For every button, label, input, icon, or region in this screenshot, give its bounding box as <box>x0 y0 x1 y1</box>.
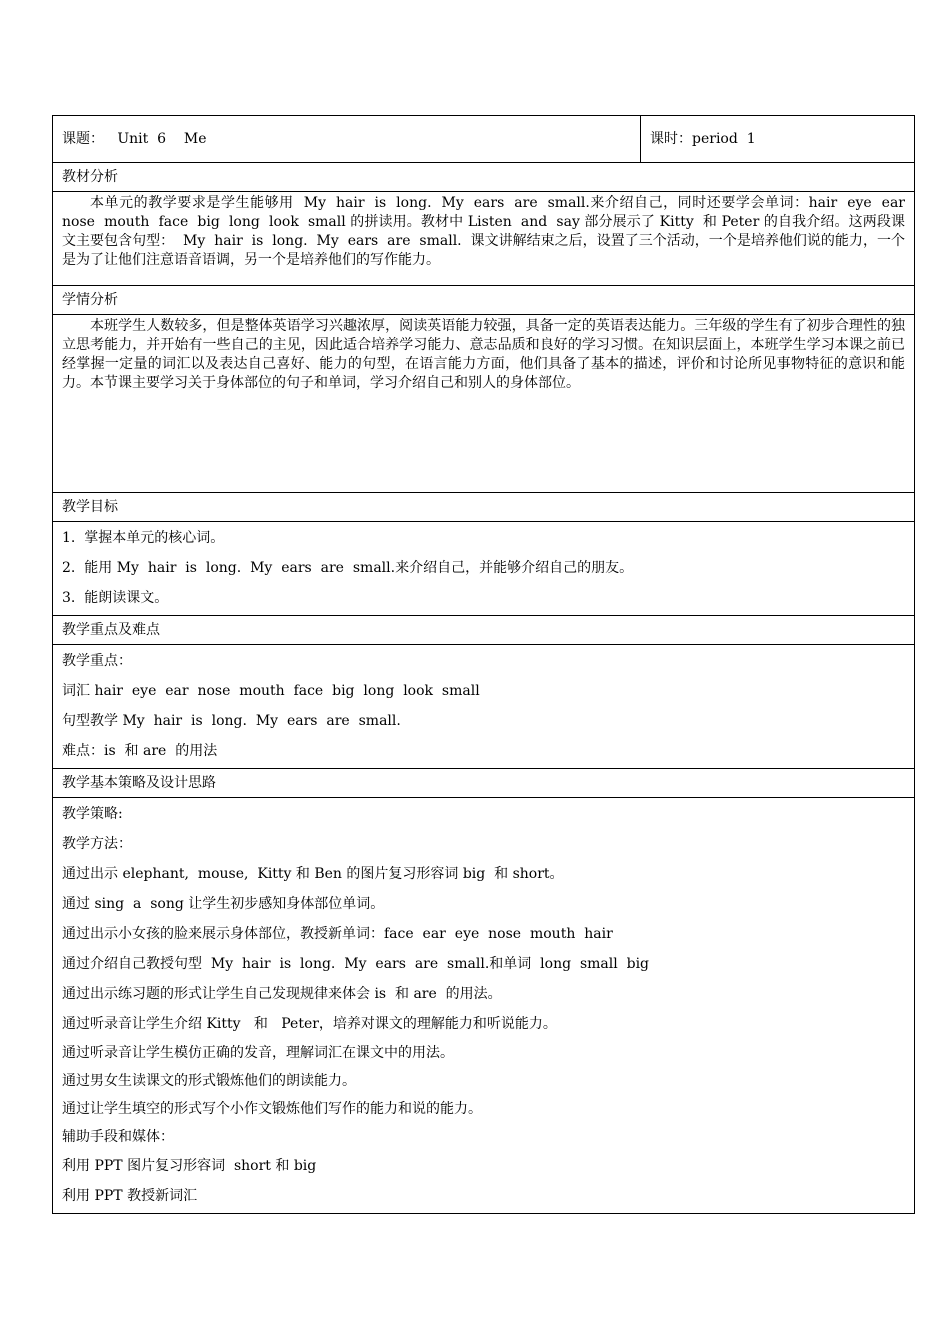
period-cell <box>641 116 915 163</box>
goals-title: 教学目标 <box>53 493 915 522</box>
keypoints-body-row <box>53 645 915 769</box>
material-title: 教材分析 <box>53 163 915 192</box>
lesson-plan-page <box>52 115 914 1214</box>
goal-item: 2. 能用 My hair is long. My ears are small.来介绍自己，并能够介绍自己的朋友。 <box>62 560 634 576</box>
material-body-cell <box>53 192 915 286</box>
topic-value: Unit 6 Me <box>117 131 207 147</box>
goals-body-row <box>53 522 915 616</box>
strategy-header-row <box>53 769 915 798</box>
strategy-item: 辅助手段和媒体： <box>62 1129 174 1145</box>
strategy-item: 通过听录音让学生介绍 Kitty 和 Peter，培养对课文的理解能力和听说能力。 <box>62 1016 557 1032</box>
keypoint-item: 句型教学 My hair is long. My ears are small. <box>62 713 401 729</box>
goals-body-cell <box>53 522 915 616</box>
period-label: 课时： <box>650 131 692 147</box>
period-value: period 1 <box>692 131 756 147</box>
strategy-item: 通过出示小女孩的脸来展示身体部位，教授新单词：face ear eye nose mouth hair <box>62 926 613 942</box>
keypoints-body-cell <box>53 645 915 769</box>
strategy-body-row <box>53 798 915 1214</box>
material-text: 本单元的教学要求是学生能够用 My hair is long. My ears are small.来介绍自己，同时还要学会单词：hair eye ear nose mouth face big long look small 的拼读用。教材中 Listen and say 部分展示了 Kitty 和 Peter 的自我介绍。这两段课文主要包含句型： My hair is long. My ears are small. 课文讲解结束之后，设置了三个活动，一个是培养他们说的能力，一个是为了让他们注意语音语调，另一个是培养他们的写作能力。 <box>62 195 914 268</box>
strategy-item: 通过出示 elephant, mouse, Kitty 和 Ben 的图片复习形容词 big 和 short。 <box>62 866 564 882</box>
material-header-row <box>53 163 915 192</box>
strategy-item: 通过让学生填空的形式写个小作文锻炼他们写作的能力和说的能力。 <box>62 1101 482 1117</box>
strategy-item: 通过介绍自己教授句型 My hair is long. My ears are small.和单词 long small big <box>62 956 650 972</box>
keypoints-header-row <box>53 616 915 645</box>
strategy-item: 教学方法： <box>62 836 132 852</box>
students-body-row <box>53 315 915 493</box>
strategy-body-cell <box>53 798 915 1214</box>
topic-label: 课题： <box>62 131 104 147</box>
keypoint-item: 教学重点： <box>62 653 132 669</box>
strategy-item: 利用 PPT 图片复习形容词 short 和 big <box>62 1158 317 1174</box>
goals-header-row <box>53 493 915 522</box>
strategy-item: 教学策略: <box>62 806 123 822</box>
students-header-row <box>53 286 915 315</box>
students-title: 学情分析 <box>53 286 915 315</box>
students-text: 本班学生人数较多，但是整体英语学习兴趣浓厚，阅读英语能力较强，具备一定的英语表达能力。三年级的学生有了初步合理性的独立思考能力，并开始有一些自己的主见，因此适合培养学习能力、意志品质和良好的学习习惯。在知识层面上，本班学生学习本课之前已经掌握一定量的词汇以及表达自己喜好、能力的句型，在语言能力方面，他们具备了基本的描述，评价和讨论所见事物特征的意识和能力。本节课主要学习关于身体部位的句子和单词，学习介绍自己和别人的身体部位。 <box>62 318 905 391</box>
strategy-item: 通过听录音让学生模仿正确的发音，理解词汇在课文中的用法。 <box>62 1045 454 1061</box>
header-row <box>53 116 915 163</box>
strategy-title: 教学基本策略及设计思路 <box>53 769 915 798</box>
strategy-item: 利用 PPT 教授新词汇 <box>62 1188 198 1204</box>
keypoint-item: 词汇 hair eye ear nose mouth face big long look small <box>62 683 480 699</box>
material-body-row <box>53 192 915 286</box>
goal-item: 1. 掌握本单元的核心词。 <box>62 530 225 546</box>
students-body-cell <box>53 315 915 493</box>
strategy-item: 通过男女生读课文的形式锻炼他们的朗读能力。 <box>62 1073 356 1089</box>
strategy-item: 通过 sing a song 让学生初步感知身体部位单词。 <box>62 896 385 912</box>
lesson-plan-table <box>52 115 915 1214</box>
strategy-item: 通过出示练习题的形式让学生自己发现规律来体会 is 和 are 的用法。 <box>62 986 502 1002</box>
topic-cell <box>53 116 641 163</box>
keypoints-title: 教学重点及难点 <box>53 616 915 645</box>
keypoint-item: 难点：is 和 are 的用法 <box>62 743 218 759</box>
goal-item: 3. 能朗读课文。 <box>62 590 169 606</box>
